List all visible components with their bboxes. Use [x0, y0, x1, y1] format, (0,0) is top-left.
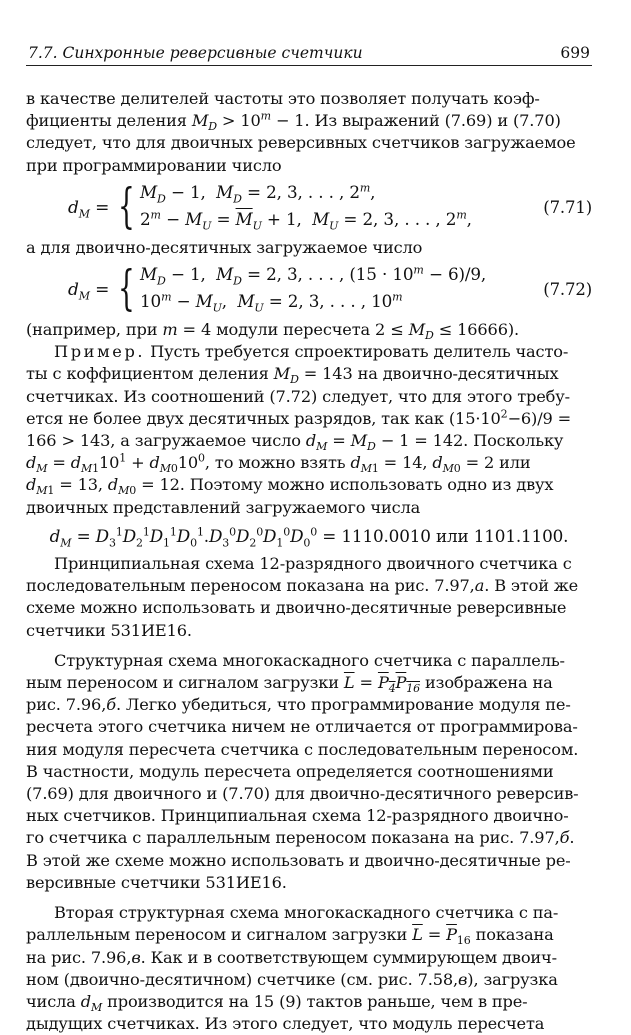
- case-1: $M_D - 1$, $M_D = 2$, 3, . . . , 2$^m$,: [140, 181, 376, 206]
- para4-line-2: раллельным переносом и сигналом загрузки $\overline{L} = \overline{P}_{16}$ показана: [26, 925, 554, 948]
- para3-line-3: рис. 7.96,б. Легко убедиться, что программирование модуля пе-: [26, 695, 571, 715]
- intro-line-3: следует, что для двоичных реверсивных счетчиков загружаемое: [26, 133, 576, 153]
- example-line-3: счетчиках. Из соотношений (7.72) следует, что для этого требу-: [26, 386, 570, 406]
- page-body: [26, 88, 592, 1035]
- left-brace: {: [118, 260, 135, 317]
- after-equation-line: (например, при m = 4 модули пересчета $2 \le M_D \le 16666$).: [26, 320, 519, 343]
- para3-line-2: ным переносом и сигналом загрузки $\overline{L} = P_4P_{16}$ изображена на: [26, 673, 553, 696]
- between-line: а для двоично-десятичных загружаемое число: [26, 237, 423, 257]
- para3-line-5: ния модуля пересчета счетчика с последовательным переносом.: [26, 739, 579, 759]
- example-line-6: $d_M = d_{M1}10^1 + d_{M0}10^0$, то можно взять $d_{M1} = 14$, $d_{M0} = 2$ или: [26, 451, 531, 476]
- para4-line-3: на рис. 7.96,в. Как и в соответствующем суммирующем двоич-: [26, 947, 557, 967]
- example-line-1: Пример. Пусть требуется спроектировать делитель часто-: [54, 342, 569, 362]
- para4-line-5: числа $d_M$ производится на 15 (9) тактов раньше, чем в пре-: [26, 991, 528, 1015]
- page-number: 699: [560, 44, 590, 62]
- section-title: 7.7. Синхронные реверсивные счетчики: [28, 44, 363, 62]
- para3-line-10: В этой же схеме можно использовать и двоично-десятичные ре-: [26, 850, 571, 870]
- equation-number: (7.71): [543, 197, 592, 217]
- para3-line-1: Структурная схема многокаскадного счетчика с параллель-: [54, 650, 565, 670]
- equation-cases: [140, 261, 486, 315]
- para2-line-3: схеме можно использовать и двоично-десятичные реверсивные: [26, 598, 567, 618]
- example-label: Пример.: [54, 342, 146, 362]
- running-header: [26, 44, 592, 66]
- book-page: [26, 44, 592, 1035]
- para2-line-2: последовательным переносом показана на рис. 7.97,а. В этой же: [26, 576, 579, 596]
- binary-equation: $d_M = D_3^1D_2^1D_1^1D_0^1.D_3^0D_2^0D_1^0D_0^0 = 1110.0010$ или 1101.1100.: [49, 525, 569, 550]
- para2-line-4: счетчики 531ИЕ16.: [26, 620, 192, 640]
- example-line-5: 166 > 143, а загружаемое число $d_M = M_D - 1 = 142$. Поскольку: [26, 431, 564, 454]
- left-brace: {: [118, 177, 135, 234]
- intro-line-2: фициенты деления $M_D > 10^m - 1$. Из выражений (7.69) и (7.70): [26, 109, 561, 134]
- case-2: $2^m - M_U = \overline{M}_U + 1$, $M_U = 2$, 3, . . . , 2$^m$,: [140, 208, 472, 233]
- equation-lhs: $d_M$ =: [68, 197, 110, 221]
- para3-line-4: ресчета этого счетчика ничем не отличается от программирова-: [26, 717, 578, 737]
- case-2: $10^m - M_U$, $M_U = 2$, 3, . . . , 10$^m$: [140, 290, 403, 315]
- equation-7-71: [26, 179, 592, 237]
- equation-7-72: [26, 261, 592, 319]
- para2-line-1: Принципиальная схема 12-разрядного двоичного счетчика с: [54, 554, 572, 574]
- equation-cases: [140, 179, 472, 233]
- example-line-7: $d_{M1} = 13$, $d_{M0} = 12$. Поэтому можно использовать одно из двух: [26, 475, 554, 498]
- para3-line-11: версивные счетчики 531ИЕ16.: [26, 872, 287, 892]
- para3-line-8: ных счетчиков. Принципиальная схема 12-разрядного двоично-: [26, 806, 569, 826]
- example-line-4: ется не более двух десятичных разрядов, так как $(15\cdot 10^2-6)/9$ =: [26, 407, 572, 428]
- case-1: $M_D - 1$, $M_D = 2$, 3, . . . , $(15 \cdot 10^m - 6)/9$,: [140, 263, 487, 288]
- para3-line-6: В частности, модуль пересчета определяется соотношениями: [26, 761, 554, 781]
- example-line-8: двоичных представлений загружаемого числа: [26, 497, 421, 517]
- para3-line-7: (7.69) для двоичного и (7.70) для двоично-десятичного реверсив-: [26, 784, 579, 804]
- equation-lhs: $d_M$ =: [68, 279, 110, 303]
- intro-line-4: при программировании число: [26, 155, 282, 175]
- para3-line-9: го счетчика с параллельным переносом показана на рис. 7.97,б.: [26, 828, 575, 848]
- equation-number: (7.72): [543, 279, 592, 299]
- para4-line-4: ном (двоично-десятичном) счетчике (см. рис. 7.58,в), загрузка: [26, 969, 558, 989]
- para4-line-6: дыдущих счетчиках. Из этого следует, что модуль пересчета: [26, 1014, 545, 1034]
- intro-line-1: в качестве делителей частоты это позволяет получать коэф-: [26, 89, 540, 108]
- para4-line-1: Вторая структурная схема многокаскадного счетчика с па-: [54, 903, 559, 923]
- example-line-2: ты с коффициентом деления $M_D = 143$ на двоично-десятичных: [26, 364, 559, 387]
